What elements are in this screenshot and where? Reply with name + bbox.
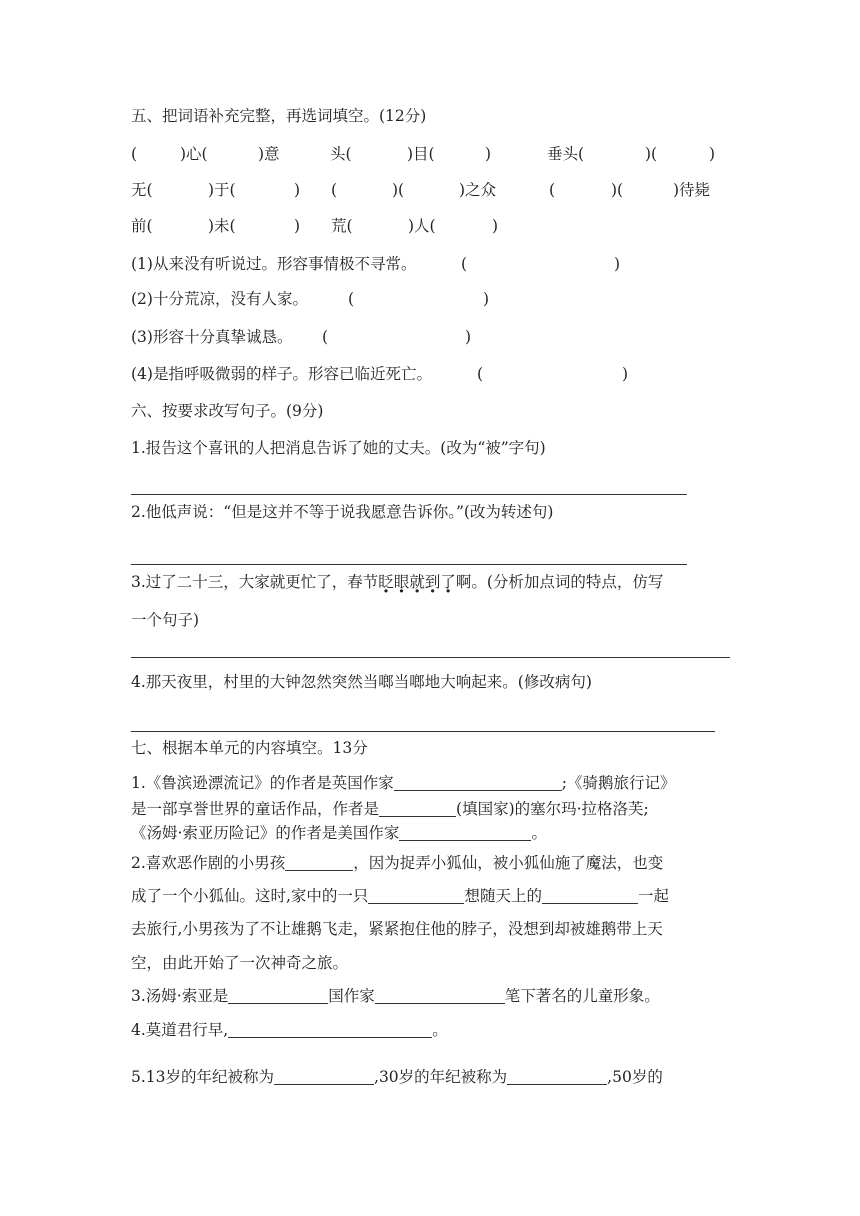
blank[interactable] xyxy=(379,800,456,817)
fill-item-2-line-1 xyxy=(131,853,663,873)
question-text: (3)形容十分真挚诚恳。 xyxy=(131,328,293,346)
fill-item-2-line-2 xyxy=(131,886,669,906)
question-text: (2)十分荒凉，没有人家。 xyxy=(131,290,308,308)
idiom-text: )( xyxy=(645,145,658,163)
idiom-text: )意 xyxy=(258,145,280,163)
fill-item-1-line-1 xyxy=(131,773,676,793)
fill-item-2-line-3: 去旅行,小男孩为了不让雄鹅飞走，紧紧抱住他的脖子，没想到却被雄鹅带上天 xyxy=(131,920,663,938)
text: 《汤姆·索亚历险记》的作者是美国作家 xyxy=(131,824,400,842)
rewrite-question-2: 2.他低声说：“但是这并不等于说我愿意告诉你。”(改为转述句) xyxy=(131,503,554,521)
question-text: (4)是指呼吸微弱的样子。形容已临近死亡。 xyxy=(131,365,432,383)
idiom-text: 头( xyxy=(330,145,352,163)
answer-paren-close: ) xyxy=(614,255,621,273)
answer-paren-close: ) xyxy=(483,290,490,308)
dotted-char: 眨 xyxy=(378,573,394,591)
text: ，因为捉弄小狐仙，被小狐仙施了魔法，也变 xyxy=(353,854,664,872)
blank[interactable] xyxy=(285,854,353,871)
idiom-text: 垂头( xyxy=(547,145,585,163)
idiom-text: 荒( xyxy=(331,217,353,235)
idiom-text: ( xyxy=(331,181,338,199)
fill-item-1-line-2 xyxy=(131,799,649,819)
text: 一起 xyxy=(637,887,669,905)
blank[interactable] xyxy=(228,987,328,1004)
answer-paren-open: ( xyxy=(322,328,329,346)
fill-item-5 xyxy=(131,1067,663,1087)
dotted-char: 了 xyxy=(440,573,456,591)
question-text: 3.过了二十三，大家就更忙了，春节 xyxy=(131,573,379,591)
idiom-text: )待毙 xyxy=(673,181,711,199)
answer-line[interactable] xyxy=(131,731,715,732)
section-7-title: 七、根据本单元的内容填空。13分 xyxy=(131,739,368,757)
rewrite-question-4: 4.那天夜里，村里的大钟忽然突然当啷当啷地大响起来。(修改病句) xyxy=(131,673,592,691)
text: 。 xyxy=(432,1021,448,1039)
idiom-text: )人( xyxy=(408,217,436,235)
fill-item-4 xyxy=(131,1020,448,1040)
idiom-text: )于( xyxy=(208,181,236,199)
answer-line[interactable] xyxy=(131,657,730,658)
blank[interactable] xyxy=(507,1068,607,1085)
blank[interactable] xyxy=(228,1021,432,1038)
answer-paren-open: ( xyxy=(348,290,355,308)
idiom-text: ) xyxy=(294,217,301,235)
fill-item-3 xyxy=(131,986,660,1006)
blank[interactable] xyxy=(394,774,562,791)
idiom-text: ( xyxy=(131,145,138,163)
text: (填国家)的塞尔玛·拉格洛芙; xyxy=(456,800,649,818)
idiom-text: )之众 xyxy=(459,181,497,199)
answer-paren-open: ( xyxy=(477,365,484,383)
idiom-text: )目( xyxy=(407,145,435,163)
text: 是一部享誉世界的童话作品，作者是 xyxy=(131,800,380,818)
idiom-text: ( xyxy=(549,181,556,199)
answer-paren-close: ) xyxy=(622,365,629,383)
question-text: (1)从来没有听说过。形容事情极不寻常。 xyxy=(131,255,417,273)
blank[interactable] xyxy=(368,887,464,904)
fill-item-1-line-3 xyxy=(131,823,547,843)
idiom-text: 前( xyxy=(131,217,153,235)
text: 成了一个小狐仙。这时,家中的一只 xyxy=(131,887,369,905)
idiom-text: ) xyxy=(492,217,499,235)
idiom-text: ) xyxy=(294,181,301,199)
text: 。 xyxy=(531,824,547,842)
blank[interactable] xyxy=(375,987,505,1004)
rewrite-question-3 xyxy=(131,572,663,592)
idiom-text: ) xyxy=(709,145,716,163)
question-text: 啊。(分析加点词的特点，仿写 xyxy=(455,573,664,591)
answer-line[interactable] xyxy=(131,564,687,565)
fill-item-2-line-4: 空，由此开始了一次神奇之旅。 xyxy=(131,954,349,972)
text: 想随天上的 xyxy=(464,887,542,905)
dotted-char: 就 xyxy=(409,573,425,591)
idiom-text: )( xyxy=(392,181,405,199)
idiom-text: )( xyxy=(611,181,624,199)
answer-paren-close: ) xyxy=(465,328,472,346)
text: 5.13岁的年纪被称为 xyxy=(131,1068,275,1086)
text: 2.喜欢恶作剧的小男孩 xyxy=(131,854,286,872)
text: 国作家 xyxy=(328,987,375,1005)
text: 4.莫道君行早, xyxy=(131,1021,229,1039)
idiom-text: )未( xyxy=(208,217,236,235)
rewrite-question-1: 1.报告这个喜讯的人把消息告诉了她的丈夫。(改为“被”字句) xyxy=(131,439,546,457)
idiom-text: 无( xyxy=(131,181,153,199)
text: ,50岁的 xyxy=(607,1068,663,1086)
blank[interactable] xyxy=(274,1068,374,1085)
answer-paren-open: ( xyxy=(461,255,468,273)
section-6-title: 六、按要求改写句子。(9分) xyxy=(131,402,324,420)
dotted-char: 眼 xyxy=(393,573,410,591)
idiom-text: ) xyxy=(485,145,492,163)
answer-line[interactable] xyxy=(131,494,687,495)
dotted-char: 到 xyxy=(424,573,441,591)
blank[interactable] xyxy=(542,887,638,904)
text: 3.汤姆·索亚是 xyxy=(131,987,229,1005)
text: 1.《鲁滨逊漂流记》的作者是英国作家 xyxy=(131,774,394,792)
text: 笔下著名的儿童形象。 xyxy=(504,987,660,1005)
idiom-text: )心( xyxy=(180,145,208,163)
text: ,30岁的年纪被称为 xyxy=(374,1068,508,1086)
rewrite-question-3-cont: 一个句子) xyxy=(131,611,200,629)
section-5-title: 五、把词语补充完整，再选词填空。(12分) xyxy=(131,107,427,125)
text: ;《骑鹅旅行记》 xyxy=(561,774,676,792)
blank[interactable] xyxy=(399,824,531,841)
